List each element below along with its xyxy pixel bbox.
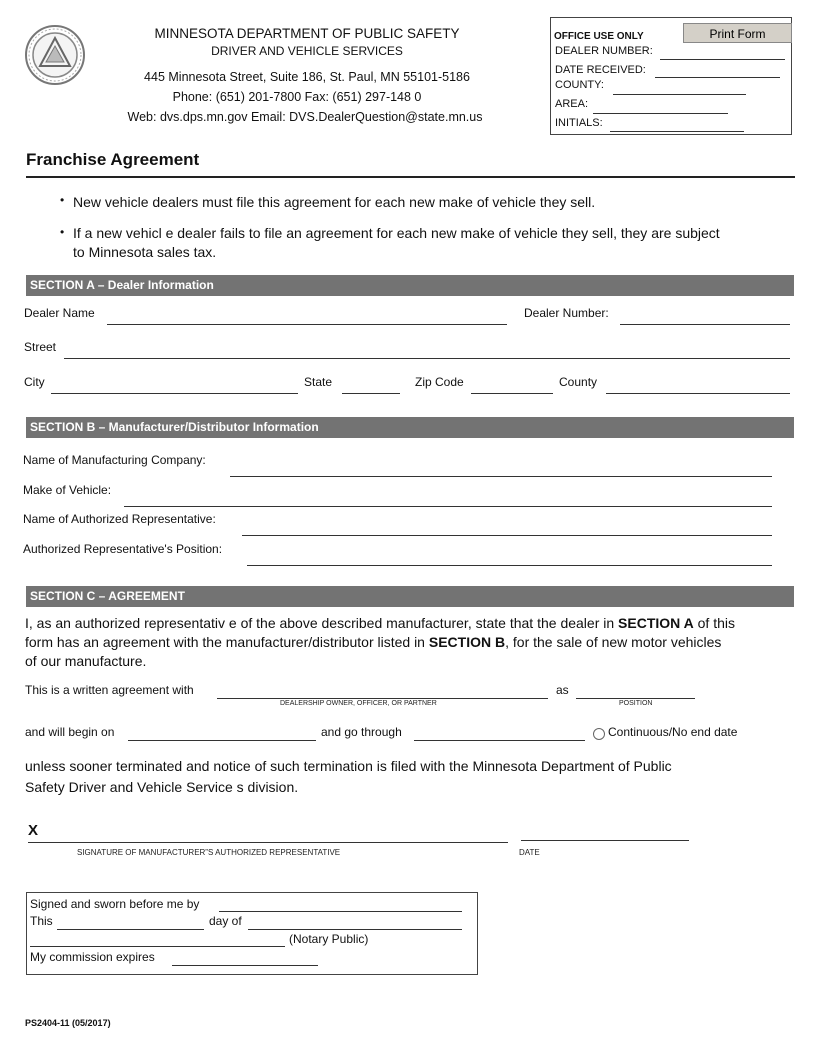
notary-public-label: (Notary Public) bbox=[289, 932, 369, 946]
form-number: PS2404-11 (05/2017) bbox=[25, 1018, 111, 1028]
dealer-number-field[interactable] bbox=[620, 310, 790, 325]
position-field[interactable] bbox=[576, 684, 695, 699]
bullet-text-2-cont: to Minnesota sales tax. bbox=[73, 244, 217, 260]
authorized-rep-position-field[interactable] bbox=[247, 551, 772, 566]
agency-phone-fax: Phone: (651) 201-7800 Fax: (651) 297-148 0 bbox=[172, 90, 422, 104]
signature-caption: SIGNATURE OF MANUFACTURER”S AUTHORIZED REPRESENTATIVE bbox=[77, 848, 341, 857]
manufacturing-company-field[interactable] bbox=[230, 462, 772, 477]
continuous-radio[interactable] bbox=[593, 728, 605, 740]
signature-field[interactable] bbox=[28, 828, 508, 843]
bullet-text-1: New vehicle dealers must file this agreement for each new make of vehicle they sell. bbox=[73, 194, 596, 210]
as-label: as bbox=[556, 683, 569, 697]
office-dealer-number-field[interactable] bbox=[660, 45, 785, 60]
commission-expires-label: My commission expires bbox=[30, 950, 155, 964]
county-label: County bbox=[559, 375, 598, 389]
make-of-vehicle-field[interactable] bbox=[124, 492, 772, 507]
office-date-received-label: DATE RECEIVED: bbox=[555, 64, 646, 76]
authorized-rep-name-field[interactable] bbox=[242, 521, 772, 536]
dealer-name-label: Dealer Name bbox=[24, 306, 95, 320]
office-county-label: COUNTY: bbox=[555, 79, 604, 91]
agency-address: 445 Minnesota Street, Suite 186, St. Paul, MN 55101-5186 bbox=[144, 70, 470, 84]
day-of-label: day of bbox=[209, 914, 242, 928]
state-seal-logo bbox=[24, 24, 86, 86]
agreement-section-a-ref: SECTION A bbox=[618, 615, 694, 631]
state-label: State bbox=[304, 375, 333, 389]
county-field[interactable] bbox=[606, 379, 790, 394]
signature-date-field[interactable] bbox=[521, 826, 689, 841]
continuous-label: Continuous/No end date bbox=[608, 725, 738, 739]
office-area-label: AREA: bbox=[555, 98, 589, 110]
print-form-button[interactable]: Print Form bbox=[683, 23, 792, 43]
bullet-dot-1: • bbox=[60, 193, 65, 207]
dealership-person-field[interactable] bbox=[217, 684, 548, 699]
go-through-label: and go through bbox=[321, 725, 402, 739]
zip-code-label: Zip Code bbox=[415, 375, 464, 389]
agreement-line-1 bbox=[25, 614, 785, 633]
bullet-text-2: If a new vehicl e dealer fails to file an agreement for each new make of vehicle they sell, they are subject bbox=[73, 225, 720, 241]
dealer-number-label: Dealer Number: bbox=[524, 306, 609, 320]
bullet-dot-2: • bbox=[60, 225, 65, 239]
office-initials-label: INITIALS: bbox=[555, 117, 603, 129]
agency-name: MINNESOTA DEPARTMENT OF PUBLIC SAFETY bbox=[154, 26, 460, 41]
signed-sworn-field[interactable] bbox=[219, 897, 462, 912]
office-area-field[interactable] bbox=[593, 99, 728, 114]
office-use-title: OFFICE USE ONLY bbox=[554, 31, 644, 42]
manufacturing-company-label: Name of Manufacturing Company: bbox=[23, 453, 206, 467]
agency-web-email: Web: dvs.dps.mn.gov Email: DVS.DealerQuestion@state.mn.us bbox=[127, 110, 483, 124]
termination-line-1: unless sooner terminated and notice of such termination is filed with the Minnesota Department of Public bbox=[25, 758, 672, 774]
agreement-section-b-ref: SECTION B bbox=[428, 634, 506, 650]
authorized-rep-name-label: Name of Authorized Representative: bbox=[23, 512, 216, 526]
agreement-paragraph bbox=[25, 614, 785, 671]
agreement-line-1-b: of this bbox=[693, 615, 735, 631]
day-number-field[interactable] bbox=[57, 915, 204, 930]
end-date-field[interactable] bbox=[414, 726, 585, 741]
street-field[interactable] bbox=[64, 344, 790, 359]
this-label: This bbox=[30, 914, 53, 928]
title-rule bbox=[26, 176, 795, 178]
section-c-header: SECTION C – AGREEMENT bbox=[26, 586, 794, 607]
street-label: Street bbox=[24, 340, 57, 354]
agreement-line-2 bbox=[25, 633, 785, 652]
termination-line-2: Safety Driver and Vehicle Service s division. bbox=[25, 779, 299, 795]
position-caption: POSITION bbox=[619, 700, 653, 707]
agreement-line-3: of our manufacture. bbox=[25, 653, 147, 669]
begin-on-label: and will begin on bbox=[25, 725, 115, 739]
agreement-line-2-b: , for the sale of new motor vehicles bbox=[505, 634, 722, 650]
make-of-vehicle-label: Make of Vehicle: bbox=[23, 483, 112, 497]
division-name: DRIVER AND VEHICLE SERVICES bbox=[211, 44, 403, 58]
office-date-received-field[interactable] bbox=[655, 63, 780, 78]
date-caption: DATE bbox=[519, 848, 540, 857]
begin-date-field[interactable] bbox=[128, 726, 316, 741]
office-dealer-number-label: DEALER NUMBER: bbox=[555, 45, 653, 57]
notary-public-field[interactable] bbox=[30, 932, 285, 947]
section-b-header: SECTION B – Manufacturer/Distributor Information bbox=[26, 417, 794, 438]
agreement-line-2-a: form has an agreement with the manufacturer/distributor listed in bbox=[25, 634, 429, 650]
city-label: City bbox=[24, 375, 45, 389]
authorized-rep-position-label: Authorized Representative's Position: bbox=[23, 542, 223, 556]
office-county-field[interactable] bbox=[613, 80, 746, 95]
form-title: Franchise Agreement bbox=[26, 150, 200, 169]
signed-sworn-label: Signed and sworn before me by bbox=[30, 897, 200, 911]
commission-expires-field[interactable] bbox=[172, 951, 318, 966]
zip-code-field[interactable] bbox=[471, 379, 553, 394]
office-initials-field[interactable] bbox=[610, 117, 744, 132]
agreement-line-1-a: I, as an authorized representativ e of the above described manufacturer, state that the dealer in bbox=[25, 615, 619, 631]
state-field[interactable] bbox=[342, 379, 400, 394]
city-field[interactable] bbox=[51, 379, 298, 394]
section-a-header: SECTION A – Dealer Information bbox=[26, 275, 794, 296]
dealership-caption: DEALERSHIP OWNER, OFFICER, OR PARTNER bbox=[280, 700, 437, 707]
month-year-field[interactable] bbox=[248, 915, 462, 930]
signature-x-mark: X bbox=[28, 822, 39, 839]
dealer-name-field[interactable] bbox=[107, 310, 507, 325]
written-agreement-label: This is a written agreement with bbox=[25, 683, 194, 697]
